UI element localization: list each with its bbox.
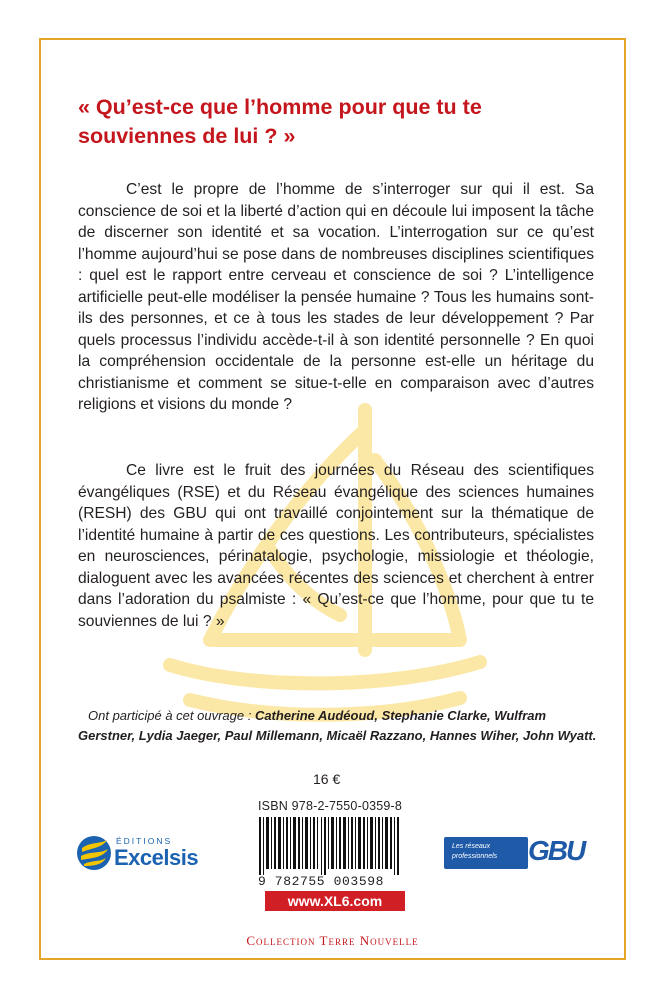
excelsis-name: Excelsis: [114, 845, 199, 870]
excelsis-emblem-icon: [76, 834, 112, 872]
gbu-line1: Les réseaux: [452, 843, 491, 850]
excelsis-editions-label: ÉDITIONS: [116, 836, 173, 846]
collection-name: Collection Terre Nouvelle: [246, 933, 419, 948]
contributors-list: [78, 706, 598, 746]
description-paragraph-2: Ce livre est le fruit des journées du Réseau des scientifiques évangéliques (RSE) et du Réseau évangélique des sciences humaines (RESH) des GBU qui ont travaillé conjointement sur la thématique de l’identité humaine à partir de ces questions. Les contributeurs, spécialistes en neurosciences, périnatalogie, psychologie, missiologie et théologie, dialoguent avec les avancées récentes des sciences et cherchent à entrer dans l’adoration du psalmiste : « Qu’est-ce que l’homme, pour que tu te souviennes de lui ? »: [78, 462, 594, 630]
headline-quote: « Qu’est-ce que l’homme pour que tu te souviennes de lui ? »: [78, 95, 482, 148]
contributors-intro: Ont participé à cet ouvrage :: [88, 708, 255, 723]
barcode-icon: [255, 817, 405, 875]
description-paragraph-1: C’est le propre de l’homme de s’interroger sur qui il est. Sa conscience de soi et la liberté d’action qui en découle lui imposent la tâche de discerner son identité et sa vocation. L’interrogation sur ce qu’est l’homme aujourd’hui se pose dans de nombreuses disciplines scientifiques : quel est le rapport entre cerveau et conscience de soi ? L’intelligence artificielle peut-elle modéliser la pensée humaine ? Tous les humains sont-ils des personnes, et ce à tous les stades de leur développement ? Par quels processus l’individu accède-t-il à son identité personnelle ? En quoi la compréhension occidentale de la personne est-elle un héritage du christianisme et comment se situe-t-elle en comparaison avec d’autres religions et visions du monde ?: [78, 181, 594, 413]
contributors-names: Catherine Audéoud, Stephanie Clarke, Wulfram Gerstner, Lydia Jaeger, Paul Millemann, Micaël Razzano, Hannes Wiher, John Wyatt.: [78, 708, 597, 743]
gbu-name: GBU: [528, 835, 585, 866]
gbu-logo: [444, 835, 592, 871]
barcode-digits: 9 782755 003598: [258, 874, 385, 889]
excelsis-logo: [76, 833, 226, 873]
gbu-network-text: [452, 842, 497, 862]
gbu-line2: professionnels: [452, 853, 498, 860]
gbu-network-badge: [444, 837, 528, 869]
website-link[interactable]: www.XL6.com: [265, 891, 405, 911]
price: 16 €: [313, 771, 341, 787]
isbn: ISBN 978-2-7550-0359-8: [258, 799, 403, 813]
